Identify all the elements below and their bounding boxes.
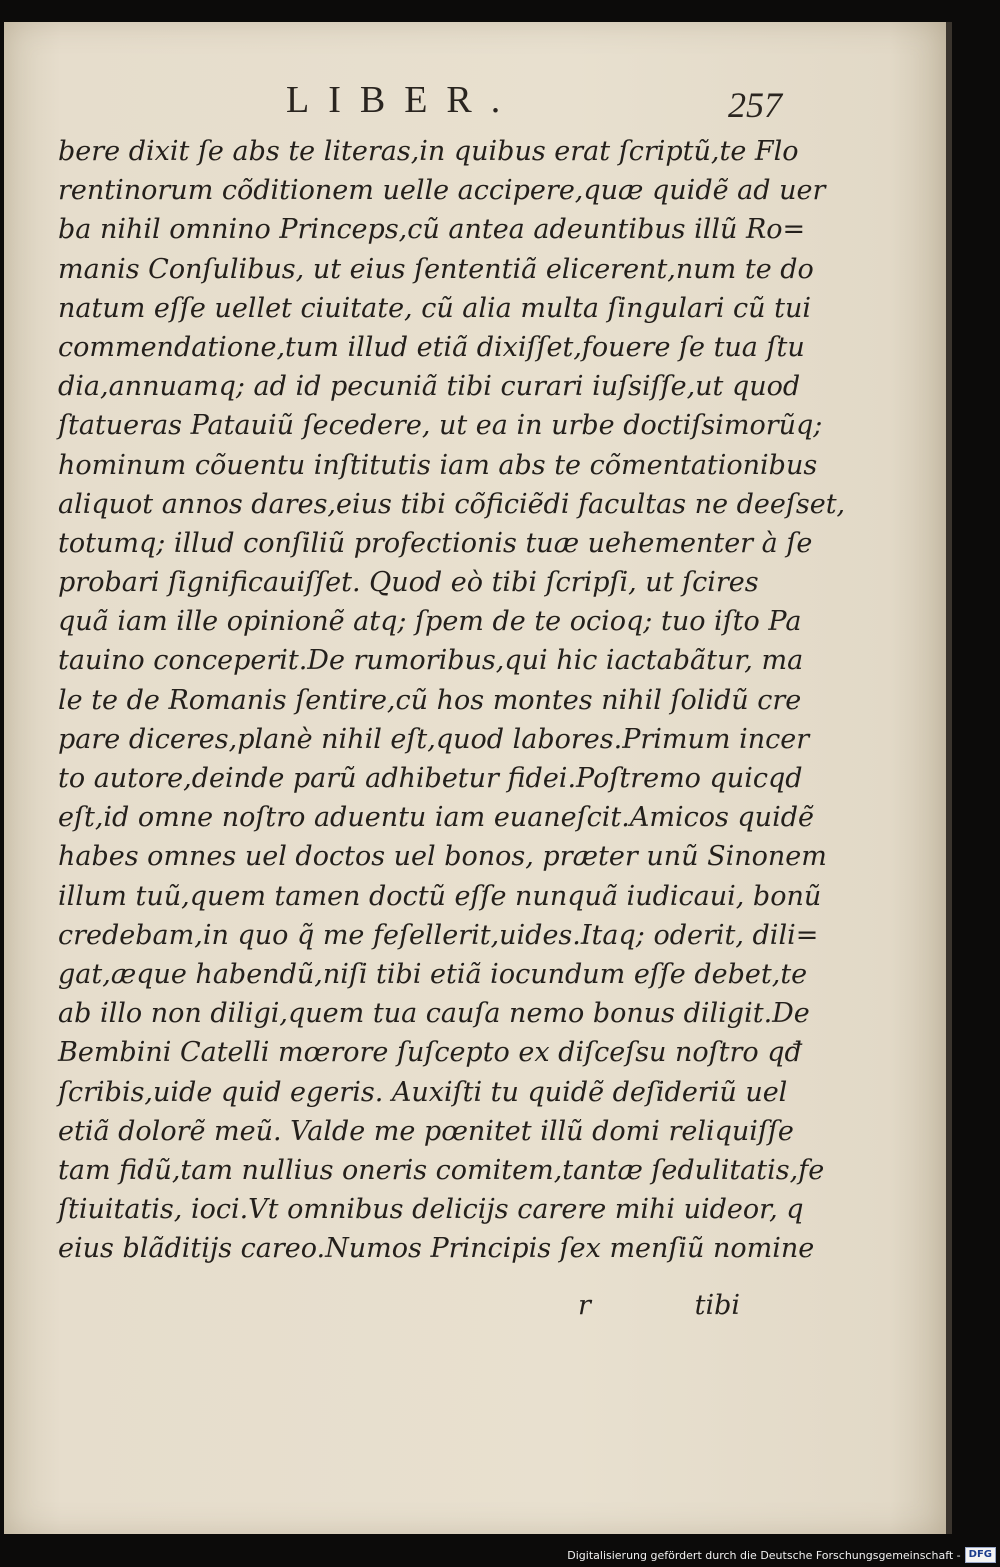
dfg-logo: DFG [965,1547,996,1563]
text-line: credebam,in quo q̃ me feſellerit,uides.Itaq; oderit, dili= [58,919,819,951]
text-line: habes omnes uel doctos uel bonos, præter unũ Sinonem [58,841,827,873]
body-text [58,132,846,1268]
text-line: bere dixit ſe abs te literas,in quibus erat ſcriptũ,te Flo [58,136,799,167]
text-line: natum eſſe uellet ciuitate, cũ alia multa ſingulari cũ tui [58,292,812,324]
text-line: ſcribis,uide quid egeris. Auxiſti tu quidẽ deſideriũ uel [58,1076,788,1108]
text-line: illum tuũ,quem tamen doctũ eſſe nunquã iudicaui, bonũ [58,880,822,912]
signature-mark: r [578,1290,591,1321]
text-line: ba nihil omnino Princeps,cũ antea adeuntibus illũ Ro= [58,214,806,246]
text-line: rentinorum cõditionem uelle accipere,quæ quidẽ ad uer [58,175,826,207]
text-line: gat,æque habendũ,niſi tibi etiã iocundum eſſe debet,te [58,958,808,990]
text-line: tam fidũ,tam nullius oneris comitem,tantæ ſedulitatis,fe [58,1154,825,1186]
page-number: 257 [728,85,782,125]
text-line: hominum cõuentu inſtitutis iam abs te cõmentationibus [58,449,818,481]
digitization-footer [567,1545,996,1565]
text-line: dia,annuamq; ad id pecuniã tibi curari iuſsiſſe,ut quod [58,371,801,403]
text-line: tauino conceperit.De rumoribus,qui hic iactabãtur, ma [58,645,804,677]
text-line: Bembini Catelli mœrore ſuſcepto ex diſceſsu noſtro qđ [58,1037,802,1069]
text-line: ſtiuitatis, ioci.Vt omnibus delicijs carere mihi uideor, q [58,1194,804,1226]
running-title: LIBER. [286,79,520,121]
text-line: eius blãditijs careo.Numos Principis ſex menſiũ nomine [58,1233,815,1265]
text-line: to autore,deinde parũ adhibetur fidei.Poſtremo quicqd [58,763,803,794]
text-line: aliquot annos dares,eius tibi cõficiẽdi facultas ne deeſset, [58,488,846,520]
text-line: etiã dolorẽ meũ. Valde me pœnitet illũ domi reliquiſſe [58,1115,794,1147]
text-line: manis Conſulibus, ut eius ſententiã elicerent,num te do [58,253,814,285]
catchword: tibi [694,1290,740,1321]
text-line: quã iam ille opinionẽ atq; ſpem de te ocioq; tuo iſto Pa [58,606,802,638]
digitization-notice: Digitalisierung gefördert durch die Deutsche Forschungsgemeinschaft - [567,1548,961,1562]
text-line: pare diceres,planè nihil eſt,quod labores.Primum incer [58,723,810,755]
text-line: le te de Romanis ſentire,cũ hos montes nihil ſolidũ cre [58,684,802,716]
page-edge [946,22,952,1534]
text-line: ſtatueras Patauiũ ſecedere, ut ea in urbe doctiſsimorũq; [58,410,823,442]
text-line: totumq; illud conſiliũ profectionis tuæ uehementer à ſe [58,527,813,559]
text-line: commendatione,tum illud etiã dixiſſet,fouere ſe tua ſtu [58,331,805,363]
text-line: eſt,id omne noſtro aduentu iam euaneſcit.Amicos quidẽ [58,802,814,834]
catchword-line [58,1290,748,1330]
text-line: ab illo non diligi,quem tua cauſa nemo bonus diligit.De [58,998,810,1030]
text-line: probari ſignificauiſſet. Quod eò tibi ſcripſi, ut ſcires [58,567,759,599]
